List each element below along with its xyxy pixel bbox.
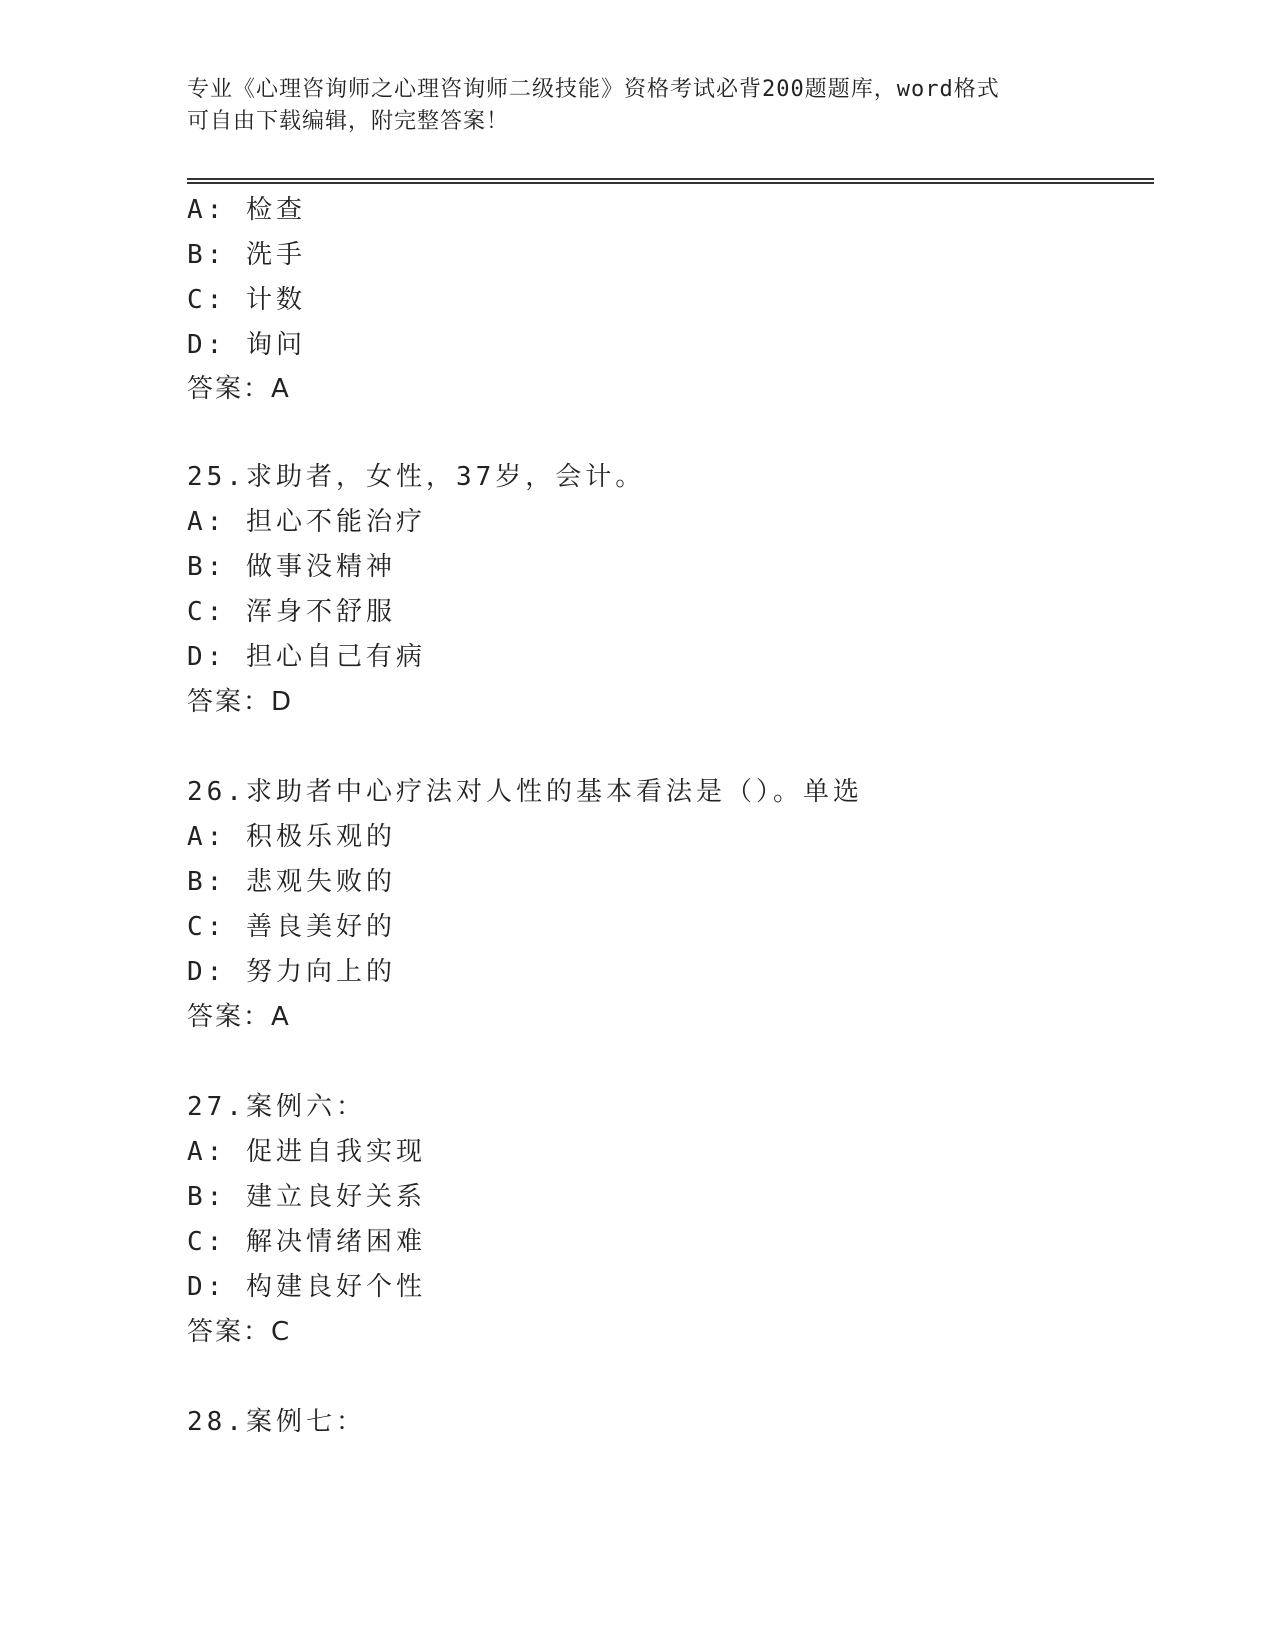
option-a: A: 担心不能治疗: [187, 507, 426, 537]
header-divider-top: [187, 178, 1154, 180]
option-c: C: 浑身不舒服: [187, 597, 396, 627]
question-27: 27.案例六：: [187, 1092, 366, 1122]
answer: 答案：A: [187, 1002, 291, 1032]
header-divider-bottom: [187, 182, 1154, 184]
option-b: B: 做事没精神: [187, 552, 396, 582]
option-b: B: 洗手: [187, 240, 306, 270]
option-d: D: 担心自己有病: [187, 642, 426, 672]
option-d: D: 努力向上的: [187, 957, 396, 987]
answer: 答案：A: [187, 374, 291, 404]
option-c: C: 计数: [187, 285, 306, 315]
question-25: 25.求助者，女性，37岁，会计。: [187, 462, 646, 492]
header-line-2: 可自由下载编辑，附完整答案！: [187, 109, 510, 134]
option-a: A: 积极乐观的: [187, 822, 396, 852]
option-b: B: 悲观失败的: [187, 867, 396, 897]
header-line-1: 专业《心理咨询师之心理咨询师二级技能》资格考试必背200题题库，word格式: [187, 77, 1000, 102]
answer: 答案：D: [187, 687, 294, 717]
question-28: 28.案例七：: [187, 1407, 366, 1437]
option-c: C: 解决情绪困难: [187, 1227, 426, 1257]
answer: 答案：C: [187, 1317, 292, 1347]
option-d: D: 构建良好个性: [187, 1272, 426, 1302]
option-a: A: 检查: [187, 195, 306, 225]
document-header: [187, 74, 1087, 138]
option-c: C: 善良美好的: [187, 912, 396, 942]
question-26: 26.求助者中心疗法对人性的基本看法是（）。单选: [187, 777, 863, 807]
option-b: B: 建立良好关系: [187, 1182, 426, 1212]
option-d: D: 询问: [187, 330, 306, 360]
option-a: A: 促进自我实现: [187, 1137, 426, 1167]
